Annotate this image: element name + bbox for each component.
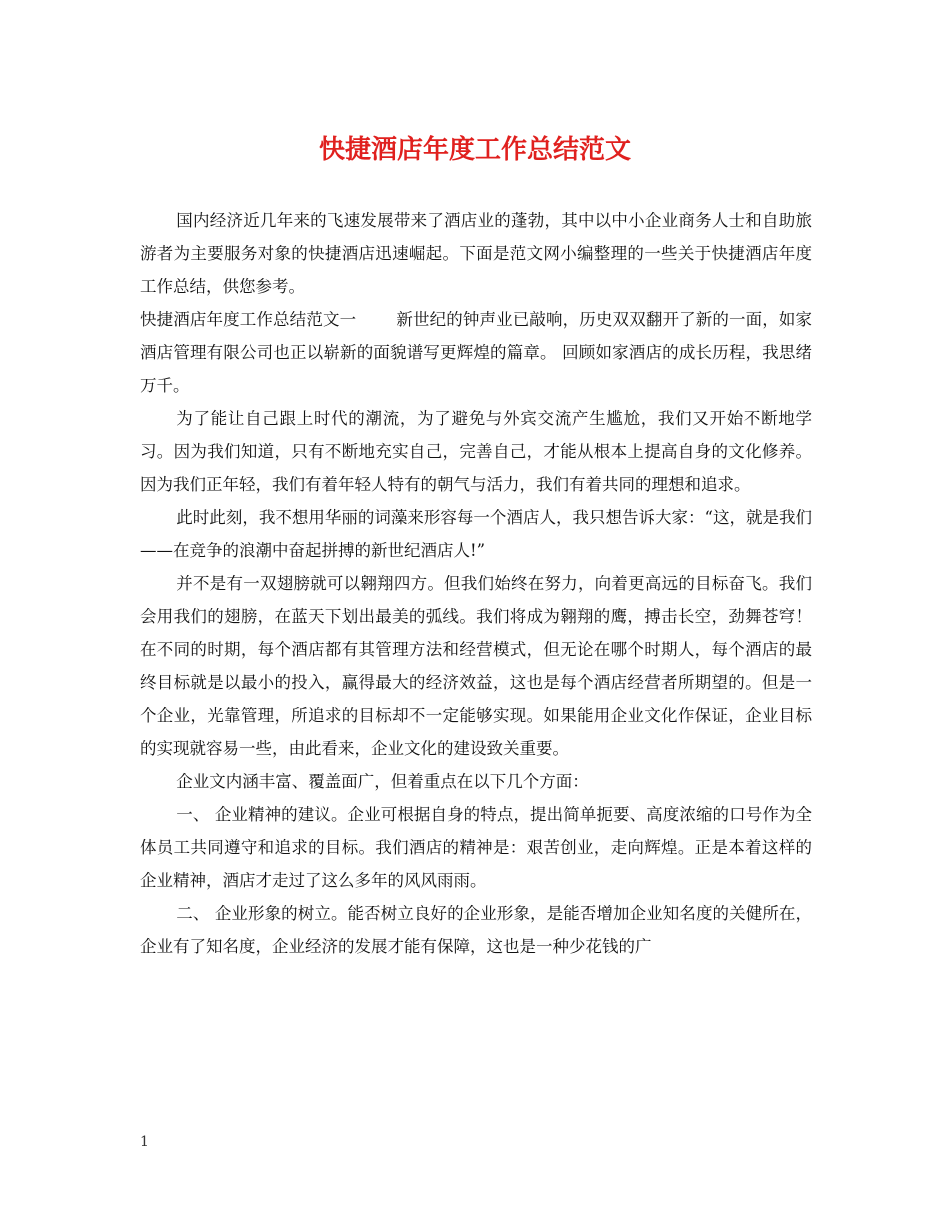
paragraph-intro: 国内经济近几年来的飞速发展带来了酒店业的蓬勃，其中以中小企业商务人士和自助旅游者为主要服务对象的快捷酒店迅速崛起。下面是范文网小编整理的一些关于快捷酒店年度工作总结，供您参考。 [140,211,812,296]
section-heading: 快捷酒店年度工作总结范文一 [140,310,357,329]
section-text: 新世纪的钟声业已敲响，历史双双翻开了新的一面，如家酒店管理有限公司也正以崭新的面貌谱写更辉煌的篇章。 回顾如家酒店的成长历程，我思绪万千。 [140,310,813,395]
paragraph-wings: 并不是有一双翅膀就可以翱翔四方。但我们始终在努力，向着更高远的目标奋飞。我们会用我们的翅膀，在蓝天下划出最美的弧线。我们将成为翱翔的鹰，搏击长空，劲舞苍穹！在不同的时期，每个酒店都有其管理方法和经营模式，但无论在哪个时期人，每个酒店的最终目标就是以最小的投入，赢得最大的经济效益，这也是每个酒店经营者所期望的。但是一个企业，光靠管理，所追求的目标却不一定能够实现。如果能用企业文化作保证，企业目标的实现就容易一些，由此看来，企业文化的建设致关重要。 [140,574,812,758]
paragraph-image: 二、 企业形象的树立。能否树立良好的企业形象，是能否增加企业知名度的关健所在，企业有了知名度，企业经济的发展才能有保障，这也是一种少花钱的广 [140,904,812,956]
document-title: 快捷酒店年度工作总结范文 [318,135,631,165]
paragraph-section-one [140,303,812,402]
paragraph-spirit: 一、 企业精神的建议。企业可根据自身的特点，提出简单扼要、高度浓缩的口号作为全体员工共同遵守和追求的目标。我们酒店的精神是：艰苦创业，走向辉煌。正是本着这样的企业精神，酒店才走过了这么多年的风风雨雨。 [140,805,812,890]
page-number: 1 [140,1134,149,1150]
paragraph-learning: 为了能让自己跟上时代的潮流，为了避免与外宾交流产生尴尬，我们又开始不断地学习。因为我们知道，只有不断地充实自己，完善自己，才能从根本上提高自身的文化修养。因为我们正年轻，我们有着年轻人特有的朝气与活力，我们有着共同的理想和追求。 [140,409,812,494]
paragraph-culture-intro: 企业文内涵丰富、覆盖面广，但着重点在以下几个方面： [176,772,589,791]
paragraph-moment: 此时此刻，我不想用华丽的词藻来形容每一个酒店人，我只想告诉大家：“这，就是我们——在竞争的浪潮中奋起拼搏的新世纪酒店人!” [140,508,812,560]
document-body [140,204,812,963]
